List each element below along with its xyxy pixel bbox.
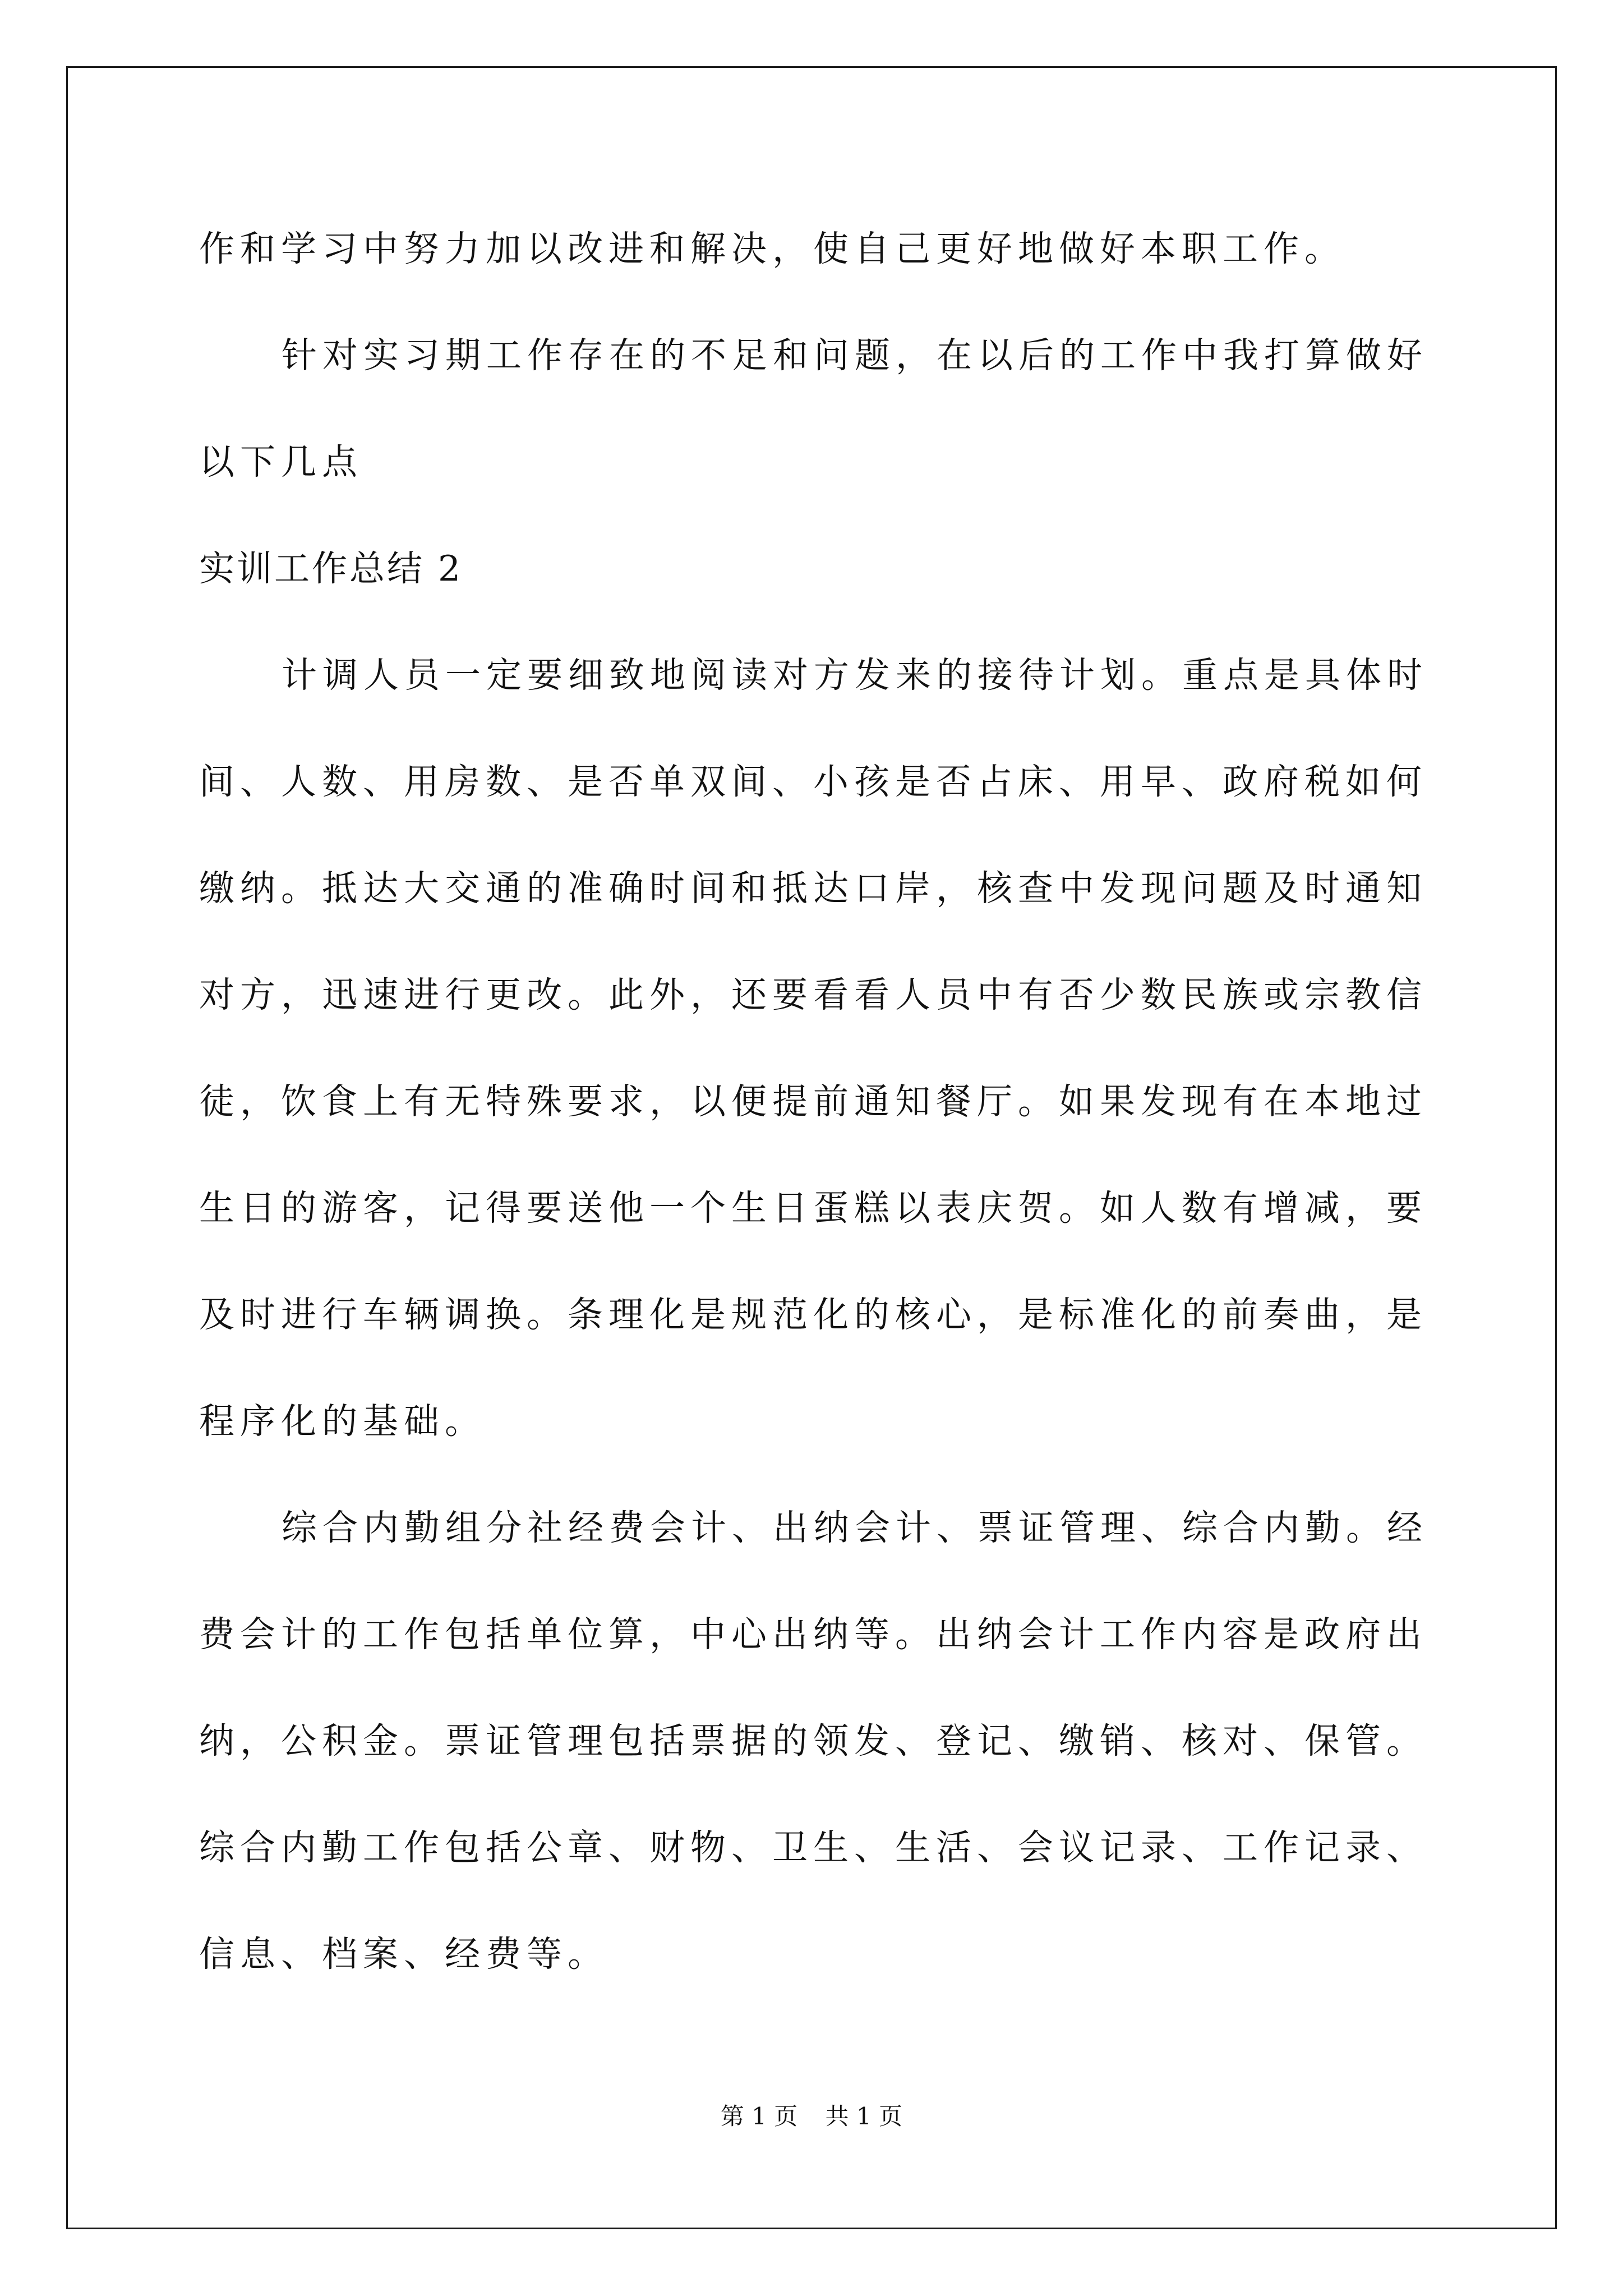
text-line: 徒，饮食上有无特殊要求，以便提前通知餐厅。如果发现有在本地过 <box>199 1081 1427 1122</box>
text-line: 计调人员一定要细致地阅读对方发来的接待计划。重点是具体时 <box>282 655 1428 696</box>
page-footer <box>0 2098 1623 2132</box>
text-line: 对方，迅速进行更改。此外，还要看看人员中有否少数民族或宗教信 <box>199 974 1427 1015</box>
text-line: 费会计的工作包括单位算，中心出纳等。出纳会计工作内容是政府出 <box>199 1614 1427 1655</box>
text-line: 缴纳。抵达大交通的准确时间和抵达口岸，核查中发现问题及时通知 <box>199 868 1427 909</box>
text-line: 生日的游客，记得要送他一个生日蛋糕以表庆贺。如人数有增减，要 <box>199 1188 1427 1228</box>
text-line: 信息、档案、经费等。 <box>199 1934 608 1975</box>
page-number: 第 1 页 <box>720 2102 798 2130</box>
section-heading: 实训工作总结 2 <box>199 548 463 589</box>
text-line: 作和学习中努力加以改进和解决，使自己更好地做好本职工作。 <box>199 228 1345 269</box>
document-body <box>199 216 1427 2028</box>
text-line: 针对实习期工作存在的不足和问题，在以后的工作中我打算做好 <box>282 335 1428 376</box>
text-line: 纳，公积金。票证管理包括票据的领发、登记、缴销、核对、保管。 <box>199 1720 1427 1761</box>
text-line: 间、人数、用房数、是否单双间、小孩是否占床、用早、政府税如何 <box>199 761 1427 802</box>
page-total: 共 1 页 <box>825 2102 903 2130</box>
text-line: 及时进行车辆调换。条理化是规范化的核心，是标准化的前奏曲，是 <box>199 1294 1427 1335</box>
text-line: 以下几点 <box>199 441 363 482</box>
text-line: 程序化的基础。 <box>199 1401 486 1442</box>
text-line: 综合内勤工作包括公章、财物、卫生、生活、会议记录、工作记录、 <box>199 1827 1427 1868</box>
text-line: 综合内勤组分社经费会计、出纳会计、票证管理、综合内勤。经 <box>282 1507 1428 1548</box>
